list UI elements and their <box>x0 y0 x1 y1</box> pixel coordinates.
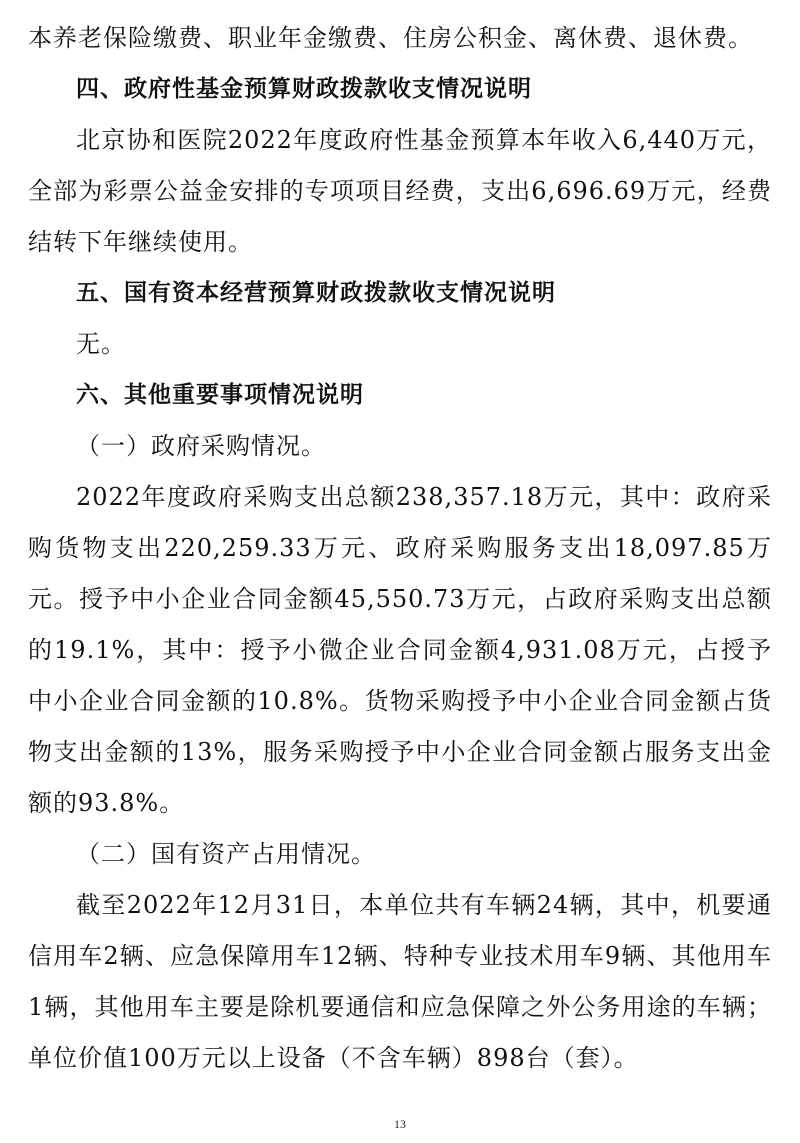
section-4-paragraph: 北京协和医院2022年度政府性基金预算本年收入6,440万元，全部为彩票公益金安排的专项项目经费，支出6,696.69万元，经费结转下年继续使用。 <box>28 126 772 256</box>
section-5-paragraph: 无。 <box>76 330 126 358</box>
assets-paragraph: 截至2022年12月31日，本单位共有车辆24辆，其中，机要通信用车2辆、应急保障用车12辆、特种专业技术用车9辆、其他用车1辆，其他用车主要是除机要通信和应急保障之外公务用途的车辆；单位价值100万元以上设备（不含车辆）898台（套）。 <box>28 891 772 1072</box>
section-5-heading: 五、国有资本经营预算财政拨款收支情况说明 <box>76 280 556 306</box>
carryover-paragraph: 本养老保险缴费、职业年金缴费、住房公积金、离休费、退休费。 <box>28 24 753 52</box>
document-page <box>28 0 772 1143</box>
page-number: 13 <box>394 1117 406 1131</box>
assets-subheading: （二）国有资产占用情况。 <box>76 840 376 868</box>
procurement-paragraph: 2022年度政府采购支出总额238,357.18万元，其中：政府采购货物支出220,259.33万元、政府采购服务支出18,097.85万元。授予中小企业合同金额45,550.73万元，占政府采购支出总额的19.1%，其中：授予小微企业合同金额4,931.08万元，占授予中小企业合同金额的10.8%。货物采购授予中小企业合同金额占货物支出金额的13%，服务采购授予中小企业合同金额占服务支出金额的93.8%。 <box>28 483 772 817</box>
section-4-heading: 四、政府性基金预算财政拨款收支情况说明 <box>76 76 532 102</box>
procurement-subheading: （一）政府采购情况。 <box>76 432 326 460</box>
section-6-heading: 六、其他重要事项情况说明 <box>76 382 364 408</box>
